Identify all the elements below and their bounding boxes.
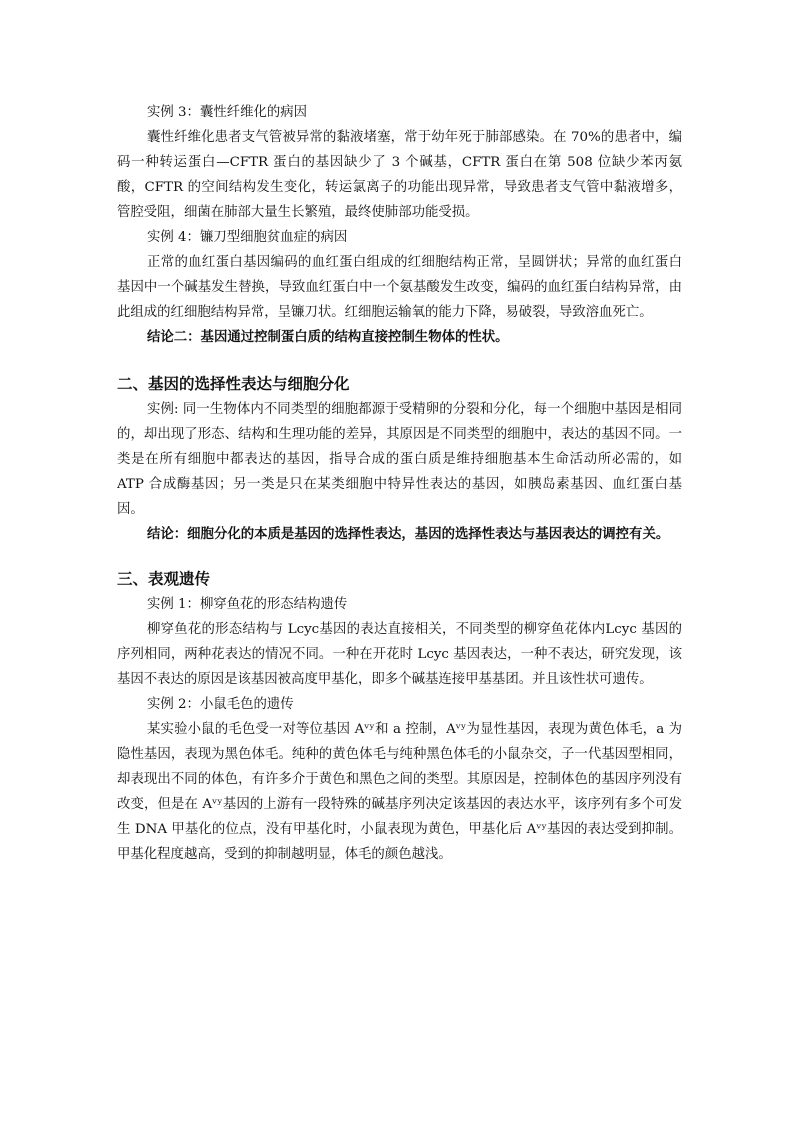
document-page	[117, 100, 682, 867]
section-two-example: 实例: 同一生物体内不同类型的细胞都源于受精卵的分裂和分化，每一个细胞中基因是相同的，却出现了形态、结构和生理功能的差异，其原因是不同类型的细胞中，表达的基因不同。一类是在所有细胞中都表达的基因，指导合成的蛋白质是维持细胞基本生命活动所必需的，如 ATP 合成酶基因；另一类是只在某类细胞中特异性表达的基因，如胰岛素基因、血红蛋白基因。	[117, 402, 682, 517]
spacer	[117, 547, 682, 567]
section-two-heading: 二、基因的选择性表达与细胞分化	[117, 375, 350, 393]
example4-text: 正常的血红蛋白基因编码的血红蛋白组成的红细胞结构正常，呈圆饼状；异常的血红蛋白基因中一个碱基发生替换，导致血红蛋白中一个氨基酸发生改变，编码的血红蛋白结构异常，由此组成的红细胞结构异常，呈镰刀状。红细胞运输氧的能力下降，易破裂，导致溶血死亡。	[117, 255, 682, 320]
conclusion-two: 结论二：基因通过控制蛋白质的结构直接控制生物体的性状。	[147, 329, 509, 345]
example3-text: 囊性纤维化患者支气管被异常的黏液堵塞，常于幼年死于肺部感染。在 70%的患者中，编码一种转运蛋白—CFTR 蛋白的基因缺少了 3 个碱基，CFTR 蛋白在第 508 位缺少苯丙氨酸，CFTR 的空间结构发生变化，转运氯离子的功能出现异常，导致患者支气管中黏液增多，管腔受阻，细菌在肺部大量生长繁殖，最终使肺部功能受损。	[117, 130, 682, 220]
example2-title: 实例 2：小鼠毛色的遗传	[147, 697, 294, 712]
example1-title: 实例 1：柳穿鱼花的形态结构遗传	[147, 597, 348, 612]
example4-title: 实例 4：镰刀型细胞贫血症的病因	[147, 230, 348, 245]
spacer	[117, 350, 682, 372]
example2-text: 某实验小鼠的毛色受一对等位基因 Aᵛʸ和 a 控制，Aᵛʸ为显性基因，表现为黄色体毛，a 为隐性基因，表现为黑色体毛。纯种的黄色体毛与纯种黑色体毛的小鼠杂交，子一代基因型相同，却表现出不同的体色，有许多介于黄色和黑色之间的类型。其原因是，控制体色的基因序列没有改变，但是在 Aᵛʸ基因的上游有一段特殊的碱基序列决定该基因的表达水平，该序列有多个可发生 DNA 甲基化的位点，没有甲基化时，小鼠表现为黄色，甲基化后 Aᵛʸ基因的表达受到抑制。甲基化程度越高，受到的抑制越明显，体毛的颜色越浅。	[117, 722, 682, 862]
section-three-heading: 三、表观遗传	[117, 570, 211, 588]
example3-title: 实例 3：囊性纤维化的病因	[147, 105, 308, 120]
example1-text: 柳穿鱼花的形态结构与 Lcyc基因的表达直接相关，不同类型的柳穿鱼花体内Lcyc 基因的序列相同，两种花表达的情况不同。一种在开花时 Lcyc 基因表达，一种不表达，研究发现，该基因不表达的原因是该基因被高度甲基化，即多个碱基连接甲基基团。并且该性状可遗传。	[117, 622, 682, 687]
section-two-conclusion: 结论：细胞分化的本质是基因的选择性表达，基因的选择性表达与基因表达的调控有关。	[147, 526, 670, 542]
